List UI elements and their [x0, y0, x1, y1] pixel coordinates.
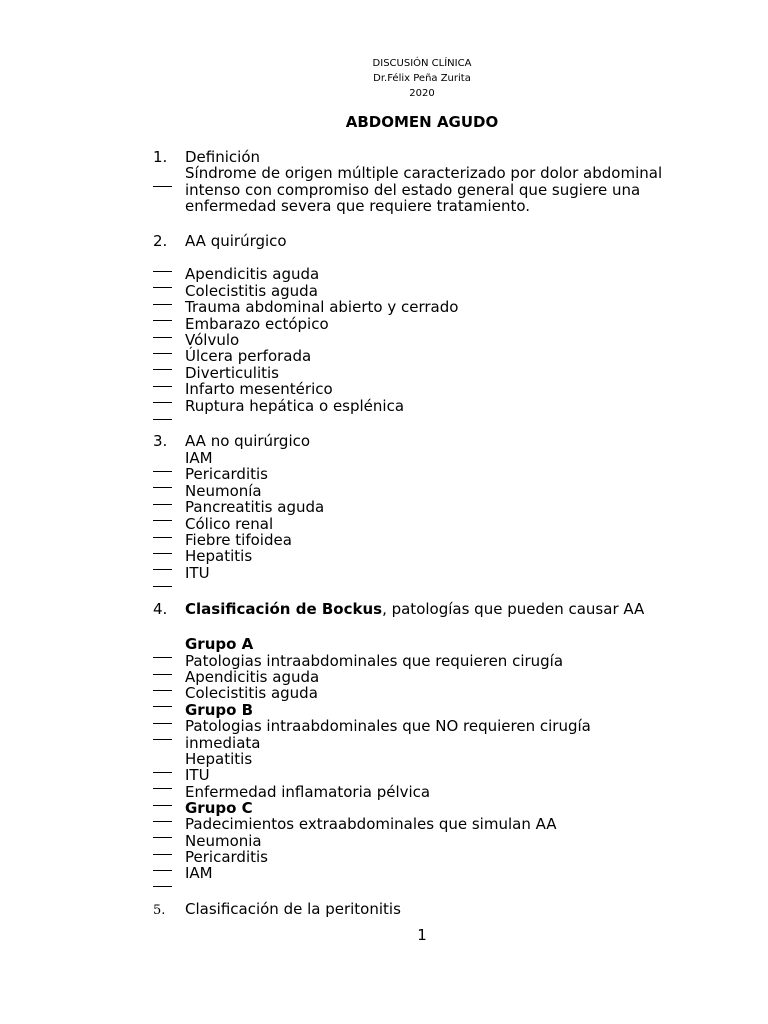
list-item: Infarto mesentérico [185, 380, 333, 398]
group-heading: Grupo C [185, 799, 253, 817]
page-title: ABDOMEN AGUDO [345, 113, 499, 131]
list-item: ITU [185, 766, 210, 784]
list-item: Neumonia [185, 831, 262, 850]
group-heading: Grupo A [185, 635, 254, 653]
definition-line: enfermedad severa que requiere tratamiento. [185, 197, 531, 215]
list-item: IAM [185, 864, 213, 882]
section-heading: 3. AA no quirúrgico [153, 432, 311, 450]
list-item: Hepatitis [185, 750, 253, 768]
section-heading: 4. Clasificación de Bockus, patologías que pueden causar AA [153, 600, 645, 618]
list-item: Apendicitis aguda [185, 668, 320, 686]
list-item: Enfermedad inflamatoria pélvica [185, 782, 431, 801]
author-label: Dr.Félix Peña Zurita [373, 73, 471, 84]
course-label: DISCUSIÓN CLÍNICA [372, 58, 472, 69]
definition-line: Síndrome de origen múltiple caracterizado por dolor abdominal [185, 164, 663, 182]
section-heading: 2. AA quirúrgico [153, 232, 287, 250]
list-item: IAM [185, 448, 213, 467]
list-item: Cólico renal [185, 514, 274, 533]
list-item: Úlcera perforada [185, 347, 312, 365]
list-item: Pancreatitis aguda [185, 498, 325, 516]
list-item: Neumonía [185, 481, 262, 500]
section-heading: 5. Clasificación de la peritonitis [153, 900, 401, 918]
definition-line: intenso con compromiso del estado general que sugiere una [185, 180, 641, 199]
list-item: Hepatitis [185, 547, 253, 565]
document-header [0, 56, 768, 101]
list-item: Patologias intraabdominales que requieren cirugía [185, 651, 564, 670]
list-item: Ruptura hepática o esplénica [185, 397, 405, 415]
list-item: Colecistitis aguda [185, 281, 318, 300]
list-item: inmediata [185, 733, 261, 752]
list-item: Patologias intraabdominales que NO requieren cirugía [185, 717, 591, 735]
list-item: Vólvulo [185, 331, 240, 349]
list-item: Embarazo ectópico [185, 314, 329, 333]
list-item: Pericarditis [185, 848, 268, 866]
list-item: Diverticulitis [185, 363, 279, 382]
list-item: Pericarditis [185, 465, 268, 483]
page-number: 1 [417, 926, 427, 944]
list-item: Fiebre tifoidea [185, 530, 292, 549]
list-item: Colecistitis aguda [185, 684, 318, 702]
section-heading: 1. Definición [153, 148, 260, 166]
list-item: Trauma abdominal abierto y cerrado [185, 298, 459, 316]
group-heading: Grupo B [185, 701, 254, 719]
list-item: ITU [185, 563, 210, 582]
list-item: Padecimientos extraabdominales que simulan AA [185, 815, 557, 833]
year-label: 2020 [409, 88, 435, 99]
list-item [153, 250, 185, 266]
list-item: Apendicitis aguda [185, 265, 320, 283]
